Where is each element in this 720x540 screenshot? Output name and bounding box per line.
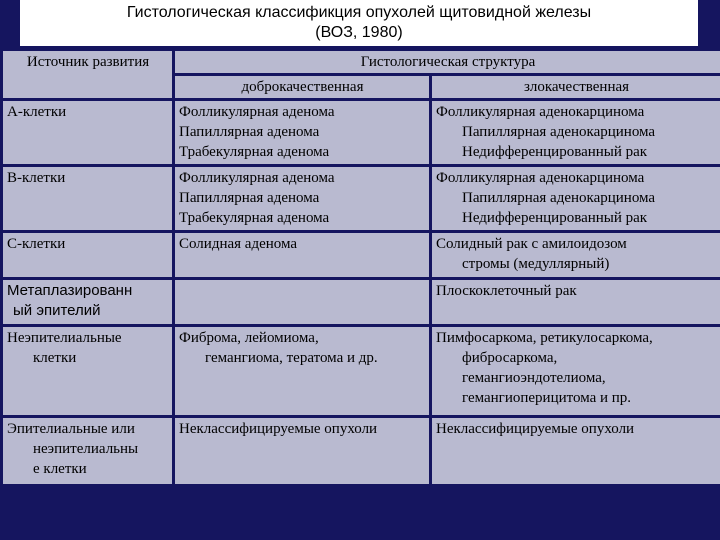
header-structure: Гистологическая структура [175, 51, 720, 73]
classification-table [0, 48, 720, 487]
malignant-cell [432, 233, 720, 277]
source-text: А-клетки [7, 104, 67, 120]
malignant-text: Фолликулярная аденокарцинома [436, 104, 645, 120]
table-row [3, 167, 720, 230]
malignant-text: Плоскоклеточный рак [436, 283, 577, 299]
benign-cell [175, 233, 429, 277]
source-cell [3, 280, 172, 324]
malignant-text: Фолликулярная аденокарцинома [436, 170, 645, 186]
source-text: е клетки [33, 461, 87, 477]
malignant-cell [432, 280, 720, 324]
title-line-2: (ВОЗ, 1980) [315, 24, 403, 41]
malignant-text: Недифференцированный рак [462, 144, 648, 160]
benign-text: Фолликулярная аденома [179, 104, 335, 120]
benign-cell [175, 418, 429, 484]
malignant-text: Папиллярная аденокарцинома [462, 124, 656, 140]
benign-text: Фиброма, лейомиома, [179, 330, 319, 346]
slide-title [20, 0, 698, 46]
source-cell [3, 101, 172, 164]
source-text: ый эпителий [13, 302, 101, 319]
malignant-cell [432, 418, 720, 484]
benign-cell [175, 327, 429, 415]
title-line-1: Гистологическая классификция опухолей щитовидной железы [126, 4, 592, 21]
source-text: С-клетки [7, 236, 66, 252]
benign-text: Неклассифицируемые опухоли [179, 421, 378, 437]
source-text: В-клетки [7, 170, 66, 186]
table-row [3, 280, 720, 324]
table-row [3, 327, 720, 415]
malignant-text: Неклассифицируемые опухоли [436, 421, 635, 437]
malignant-cell [432, 167, 720, 230]
source-cell [3, 327, 172, 415]
benign-cell [175, 167, 429, 230]
benign-cell [175, 101, 429, 164]
source-text: Неэпителиальные [7, 330, 122, 346]
malignant-cell [432, 101, 720, 164]
table-row [3, 418, 720, 484]
source-text: неэпителиальны [33, 441, 139, 457]
malignant-text: гемангиоперицитома и пр. [462, 390, 632, 406]
benign-text: Папиллярная аденома [179, 124, 320, 140]
benign-cell [175, 280, 429, 324]
table-row [3, 101, 720, 164]
header-malignant: злокачественная [432, 76, 720, 98]
header-source: Источник развития [3, 51, 172, 98]
source-cell [3, 418, 172, 484]
source-text: Эпителиальные или [7, 421, 135, 437]
source-text: клетки [33, 350, 77, 366]
benign-text: Папиллярная аденома [179, 190, 320, 206]
malignant-cell [432, 327, 720, 415]
malignant-text: Папиллярная аденокарцинома [462, 190, 656, 206]
benign-text: гемангиома, тератома и др. [205, 350, 378, 366]
table-row [3, 233, 720, 277]
malignant-text: Пимфосаркома, ретикулосаркома, [436, 330, 653, 346]
malignant-text: стромы (медуллярный) [462, 256, 610, 272]
benign-text: Трабекулярная аденома [179, 144, 330, 160]
source-text: Метаплазированн [7, 282, 133, 299]
malignant-text: гемангиоэндотелиома, [462, 370, 606, 386]
malignant-text: Солидный рак с амилоидозом [436, 236, 627, 252]
benign-text: Фолликулярная аденома [179, 170, 335, 186]
benign-text: Солидная аденома [179, 236, 298, 252]
header-row [3, 51, 720, 73]
malignant-text: фибросаркома, [462, 350, 558, 366]
malignant-text: Недифференцированный рак [462, 210, 648, 226]
source-cell [3, 233, 172, 277]
benign-text: Трабекулярная аденома [179, 210, 330, 226]
header-benign: доброкачественная [175, 76, 429, 98]
source-cell [3, 167, 172, 230]
